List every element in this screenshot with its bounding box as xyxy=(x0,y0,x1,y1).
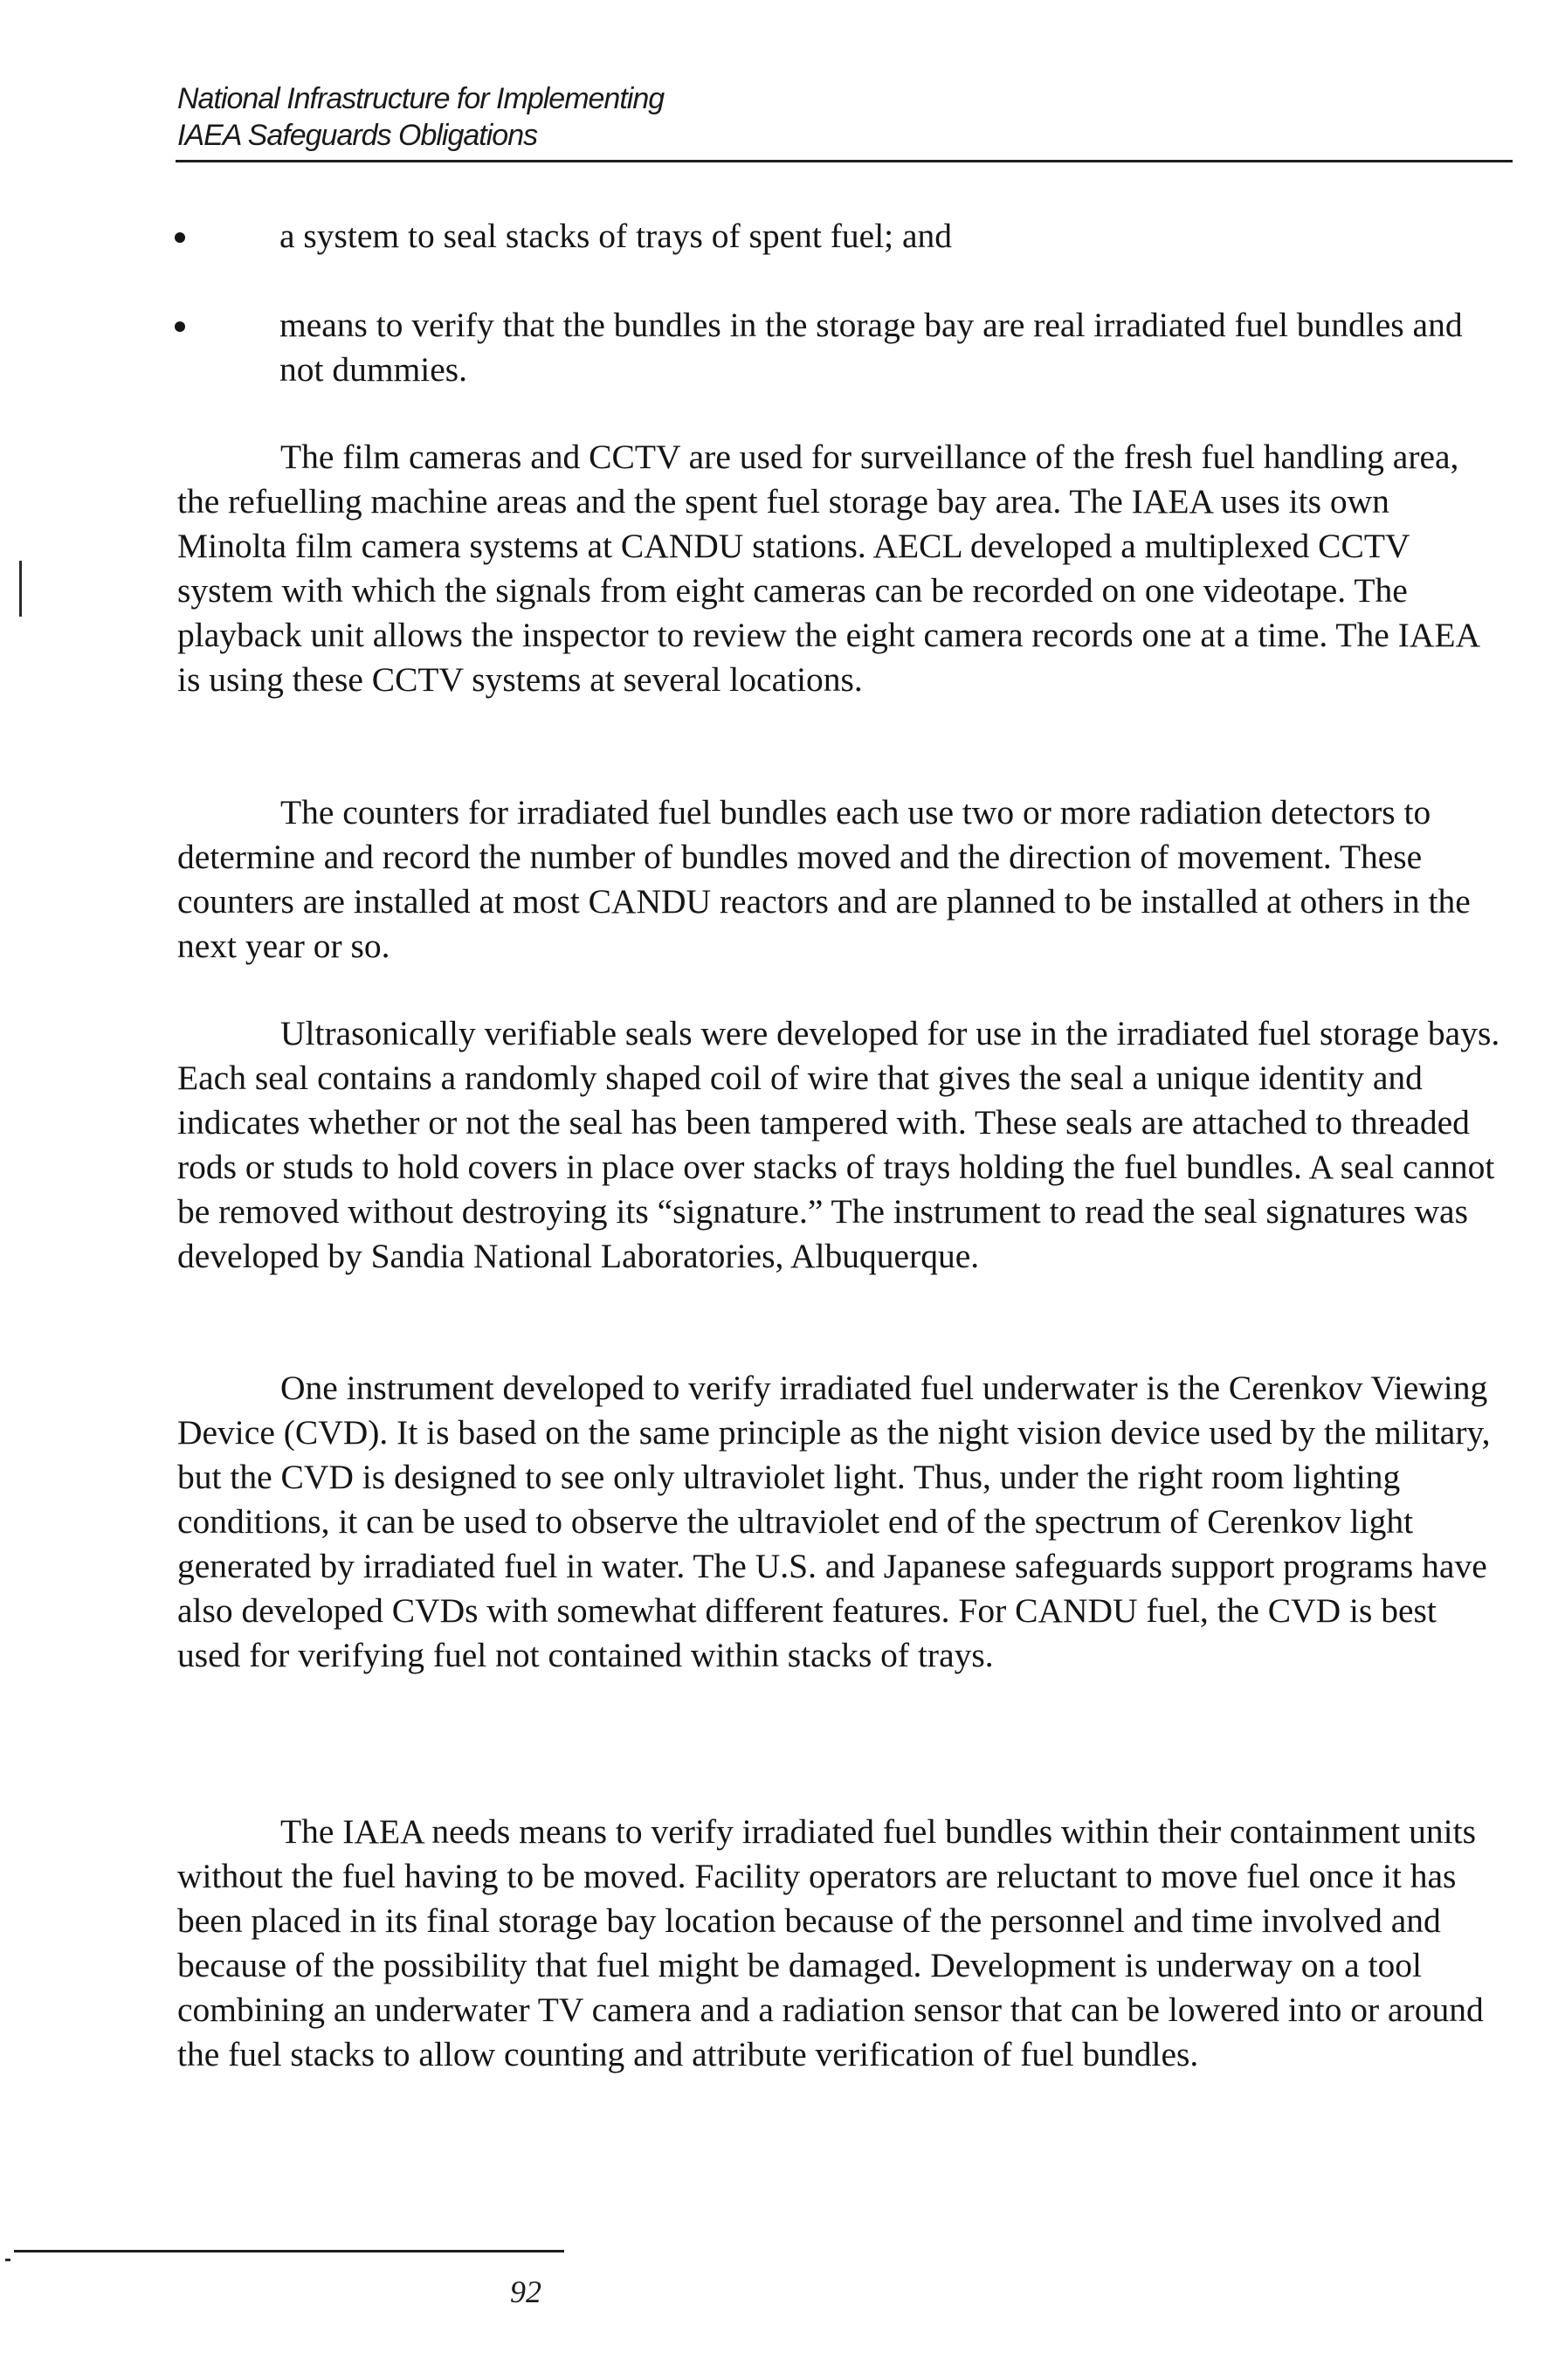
paragraph-surveillance: The film cameras and CCTV are used for surveillance of the fresh fuel handling area, the refuelling machine areas and the spent fuel storage bay area. The IAEA uses its own Minolta film camera systems at CANDU stations. AECL developed a multiplexed CCTV system with which the signals from eight cameras can be recorded on one videotape. The playback unit allows the inspector to review the eight camera records one at a time. The IAEA is using these CCTV systems at several locations. xyxy=(177,438,1479,699)
paragraph-verification: The IAEA needs means to verify irradiated fuel bundles within their containment units without the fuel having to be moved. Facility operators are reluctant to move fuel once it has been placed in its final storage bay location because of the personnel and time involved and because of the possibility that fuel might be damaged. Development is underway on a tool combining an underwater TV camera and a radiation sensor that can be lowered into or around the fuel stacks to allow counting and attribute verification of fuel bundles. xyxy=(177,1812,1484,2073)
change-bar xyxy=(19,561,22,617)
paragraph-cvd: One instrument developed to verify irradiated fuel underwater is the Cerenkov Viewing Device (CVD). It is based on the same principle as the night vision device used by the military, but the CVD is designed to see only ultraviolet light. Thus, under the right room lighting conditions, it can be used to observe the ultraviolet end of the spectrum of Cerenkov light generated by irradiated fuel in water. The U.S. and Japanese safeguards support programs have also developed CVDs with somewhat different features. For CANDU fuel, the CVD is best used for verifying fuel not contained within stacks of trays. xyxy=(177,1369,1491,1674)
header-rule xyxy=(176,160,1513,162)
bullet-text: a system to seal stacks of trays of spent fuel; and xyxy=(279,217,953,255)
header-line-2: IAEA Safeguards Obligations xyxy=(177,119,538,152)
paragraph-counters: The counters for irradiated fuel bundles each use two or more radiation detectors to determine and record the number of bundles moved and the direction of movement. These counters are installed at most CANDU reactors and are planned to be installed at others in the next year or so. xyxy=(177,793,1471,965)
page-number: 92 xyxy=(510,2274,541,2309)
paragraph-seals: Ultrasonically verifiable seals were developed for use in the irradiated fuel storage bays. Each seal contains a randomly shaped coil of wire that gives the seal a unique identity and indicates whether or not the seal has been tampered with. These seals are attached to threaded rods or studs to hold covers in place over stacks of trays holding the fuel bundles. A seal cannot be removed without destroying its “signature.” The instrument to read the seal signatures was developed by Sandia National Laboratories, Albuquerque. xyxy=(177,1014,1500,1275)
header-line-1: National Infrastructure for Implementing xyxy=(177,82,665,115)
bullet-dot-icon xyxy=(175,321,185,332)
running-header xyxy=(177,80,664,154)
footer-rule xyxy=(14,2250,564,2252)
bullet-dot-icon xyxy=(175,232,185,243)
footer-tick xyxy=(5,2259,10,2261)
bullet-text: means to verify that the bundles in the storage bay are real irradiated fuel bundles and not dummies. xyxy=(279,306,1463,389)
